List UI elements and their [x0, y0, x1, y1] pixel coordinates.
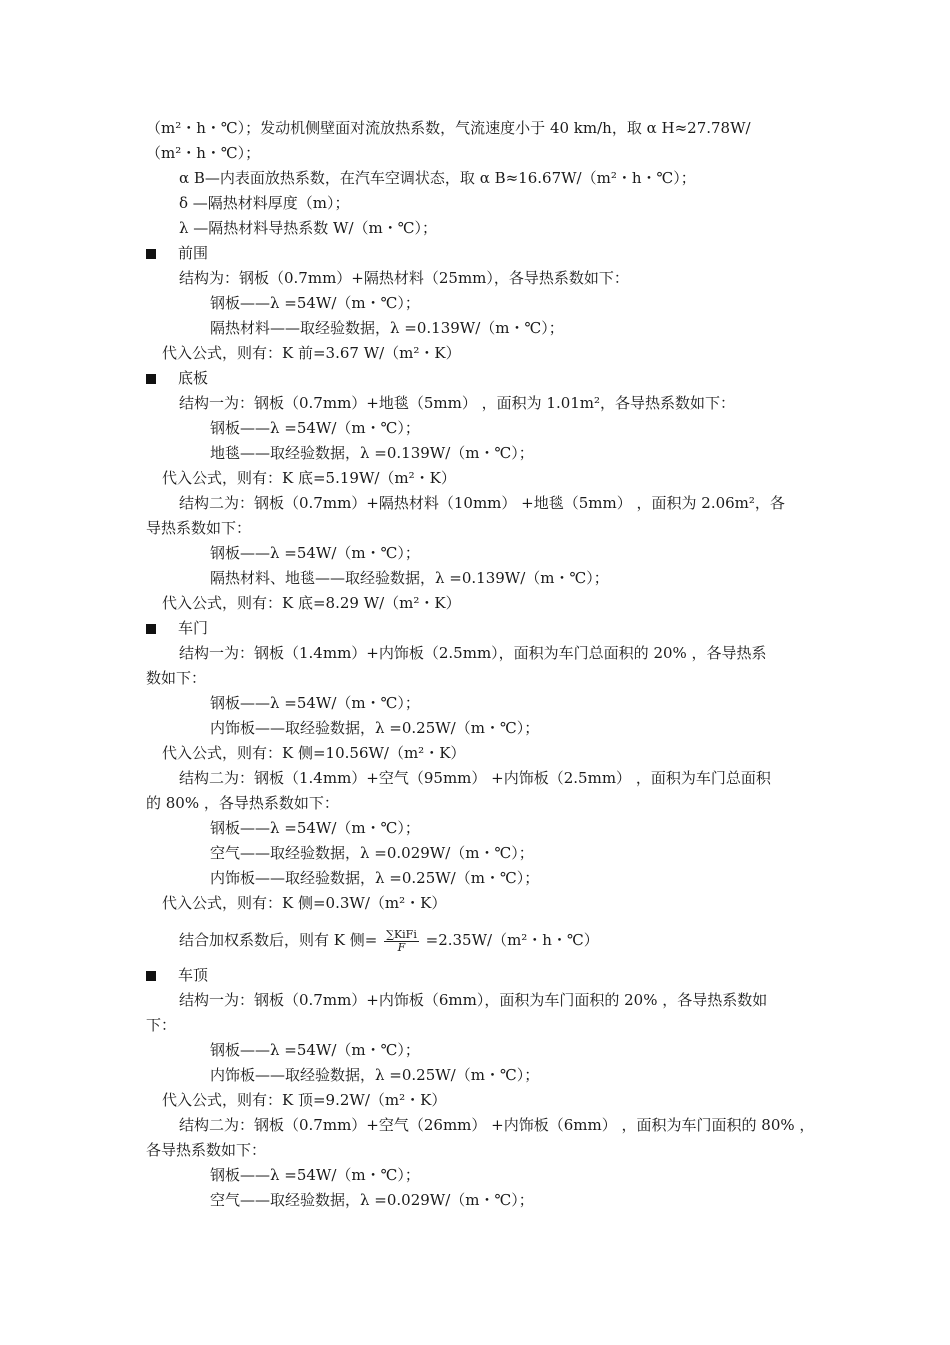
material-item: 内饰板——取经验数据，λ =0.25W/（m・℃）； — [210, 1066, 540, 1084]
structure-line: 结构二为：钢板（0.7mm）+空气（26mm） +内饰板（6mm） ，面积为车门面积的 80% ， — [179, 1116, 815, 1134]
formula-suffix: =2.35W/（m²・h・℃） — [425, 931, 599, 949]
section-heading-front — [146, 243, 208, 263]
structure-line: 各导热系数如下： — [146, 1141, 267, 1159]
result-line: 代入公式，则有：K 底=8.29 W/（m²・K） — [162, 594, 461, 612]
material-item: 隔热材料、地毯——取经验数据，λ =0.139W/（m・℃）； — [210, 569, 609, 587]
fraction-denominator: F — [397, 940, 406, 954]
material-item: 钢板——λ =54W/（m・℃）； — [210, 419, 420, 437]
material-item: 钢板——λ =54W/（m・℃）； — [210, 819, 420, 837]
material-item: 钢板——λ =54W/（m・℃）； — [210, 1166, 420, 1184]
formula-prefix: 结合加权系数后，则有 K 侧= — [179, 931, 378, 949]
material-item: 钢板——λ =54W/（m・℃）； — [210, 694, 420, 712]
structure-line: 数如下： — [146, 669, 207, 687]
square-bullet-icon — [146, 249, 156, 259]
material-item: 钢板——λ =54W/（m・℃）； — [210, 544, 420, 562]
fraction-numerator: ∑KiFi — [386, 927, 417, 941]
text-line: α B—内表面放热系数，在汽车空调状态，取 α B≈16.67W/（m²・h・℃）； — [179, 169, 696, 187]
section-heading-roof — [146, 965, 208, 985]
result-line: 代入公式，则有：K 顶=9.2W/（m²・K） — [162, 1091, 447, 1109]
structure-line: 下： — [146, 1016, 177, 1034]
structure-line: 导热系数如下： — [146, 519, 252, 537]
result-line: 代入公式，则有：K 前=3.67 W/（m²・K） — [162, 344, 461, 362]
section-heading-floor — [146, 368, 208, 388]
text-line: （m²・h・℃）； — [146, 144, 261, 162]
material-item: 内饰板——取经验数据，λ =0.25W/（m・℃）； — [210, 719, 540, 737]
text-line: δ —隔热材料厚度（m）； — [179, 194, 350, 212]
square-bullet-icon — [146, 624, 156, 634]
material-item: 空气——取经验数据，λ =0.029W/（m・℃）； — [210, 844, 534, 862]
square-bullet-icon — [146, 971, 156, 981]
text-line: （m²・h・℃）；发动机侧壁面对流放热系数，气流速度小于 40 km/h，取 α H≈27.78W/ — [146, 119, 751, 137]
heading-text: 车门 — [178, 619, 209, 637]
square-bullet-icon — [146, 374, 156, 384]
result-line: 代入公式，则有：K 侧=0.3W/（m²・K） — [162, 894, 447, 912]
material-item: 钢板——λ =54W/（m・℃）； — [210, 294, 420, 312]
structure-line: 结构一为：钢板（0.7mm）+地毯（5mm） ，面积为 1.01m²，各导热系数如下： — [179, 394, 736, 412]
structure-line: 结构一为：钢板（1.4mm）+内饰板（2.5mm），面积为车门总面积的 20% ，各导热系 — [179, 644, 767, 662]
structure-line: 结构为：钢板（0.7mm）+隔热材料（25mm），各导热系数如下： — [179, 269, 629, 287]
result-line: 代入公式，则有：K 侧=10.56W/（m²・K） — [162, 744, 466, 762]
weighted-formula — [179, 920, 599, 960]
material-item: 隔热材料——取经验数据，λ =0.139W/（m・℃）； — [210, 319, 564, 337]
result-line: 代入公式，则有：K 底=5.19W/（m²・K） — [162, 469, 456, 487]
formula-fraction — [384, 929, 419, 954]
material-item: 钢板——λ =54W/（m・℃）； — [210, 1041, 420, 1059]
heading-text: 前围 — [178, 244, 209, 262]
section-heading-door — [146, 618, 208, 638]
material-item: 内饰板——取经验数据，λ =0.25W/（m・℃）； — [210, 869, 540, 887]
material-item: 空气——取经验数据，λ =0.029W/（m・℃）； — [210, 1191, 534, 1209]
structure-line: 的 80% ，各导热系数如下： — [146, 794, 339, 812]
heading-text: 底板 — [178, 369, 209, 387]
text-line: λ —隔热材料导热系数 W/（m・℃）； — [179, 219, 438, 237]
structure-line: 结构二为：钢板（0.7mm）+隔热材料（10mm） +地毯（5mm） ，面积为 2.06m²，各 — [179, 494, 785, 512]
heading-text: 车顶 — [178, 966, 209, 984]
structure-line: 结构一为：钢板（0.7mm）+内饰板（6mm），面积为车门面积的 20% ，各导热系数如 — [179, 991, 768, 1009]
structure-line: 结构二为：钢板（1.4mm）+空气（95mm） +内饰板（2.5mm） ，面积为车门总面积 — [179, 769, 771, 787]
material-item: 地毯——取经验数据，λ =0.139W/（m・℃）； — [210, 444, 534, 462]
